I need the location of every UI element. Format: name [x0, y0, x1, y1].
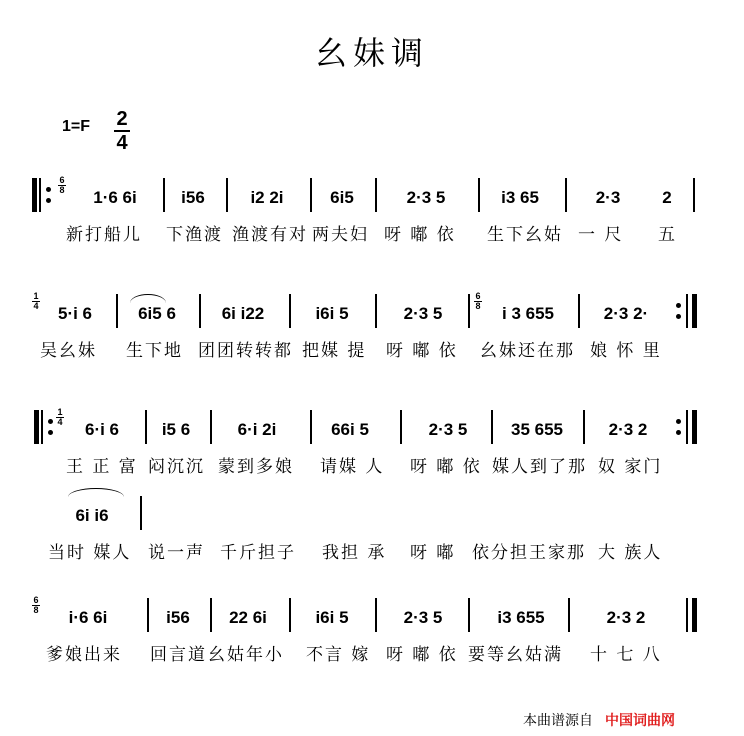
lyric: 把媒 提 [302, 341, 367, 361]
lyric: 五 [658, 225, 677, 245]
notation-line [0, 288, 744, 332]
measure: i 3 655 [502, 304, 554, 323]
measure: 6i5 6 [138, 304, 176, 323]
inner-meter: 6 8 [33, 595, 39, 615]
lyric: 幺妹还在那 [480, 341, 575, 361]
measure: 1·6 6i [93, 188, 137, 207]
lyric: 呀 嘟 依 [410, 457, 482, 477]
lyric: 依分担王家那 [472, 543, 586, 563]
score-system-4 [0, 490, 744, 570]
lyric: 团团转转都 [198, 341, 293, 361]
tie-arc [68, 488, 124, 497]
measure: i6i 5 [315, 608, 349, 627]
lyric: 吴幺妹 [40, 341, 97, 361]
measure: i3 65 [501, 188, 539, 207]
measure: 2·3 [595, 188, 621, 207]
lyric: 王 正 富 [66, 457, 138, 477]
notation-line [0, 592, 744, 636]
lyric: 呀 嘟 依 [386, 645, 458, 665]
lyric: 呀 嘟 依 [384, 225, 456, 245]
lyric: 呀 嘟 [410, 543, 456, 563]
inner-meter: 1 4 [57, 407, 63, 427]
lyric: 呀 嘟 依 [386, 341, 458, 361]
lyrics-line [0, 640, 744, 664]
measure: 2·3 2 [606, 608, 646, 627]
score-system-3 [0, 404, 744, 484]
inner-meter: 1 4 [33, 291, 39, 311]
lyric: 一 尺 [578, 225, 624, 245]
key-signature: 1=F [62, 118, 91, 135]
measure: 2·3 5 [403, 608, 443, 627]
time-signature: 2 4 [113, 108, 131, 154]
measure: i2 2i [250, 188, 284, 207]
score-system-5 [0, 592, 744, 672]
lyric: 生下幺姑 [487, 225, 563, 245]
lyric: 十 七 八 [590, 645, 662, 665]
measure: i56 [181, 188, 205, 207]
measure: 22 6i [229, 608, 267, 627]
measure: i·6 6i [68, 608, 108, 627]
measure: 6i i6 [75, 506, 109, 525]
lyric: 千斤担子 [220, 543, 296, 563]
lyric: 奴 家门 [598, 457, 663, 477]
measure: 2 [662, 188, 672, 207]
source-label: 本曲谱源自 [523, 713, 593, 729]
lyric: 请媒 人 [320, 457, 385, 477]
measure: 2·3 2· [603, 304, 649, 323]
lyric: 新打船儿 [66, 225, 142, 245]
measure: 6·i 2i [237, 420, 277, 439]
measure: 2·3 5 [428, 420, 468, 439]
lyric: 蒙到多娘 [218, 457, 294, 477]
lyric: 爹娘出来 [46, 645, 122, 665]
score-system-1 [0, 172, 744, 252]
measure: 2·3 5 [406, 188, 446, 207]
measure: 6·i 6 [84, 420, 120, 439]
song-title: 幺妹调 [314, 34, 429, 72]
measure: i5 6 [161, 420, 191, 439]
lyric: 当时 媒人 [48, 543, 132, 563]
lyric: 大 族人 [598, 543, 663, 563]
lyric: 渔渡有对 [232, 225, 308, 245]
lyric: 幺姑年小 [208, 645, 284, 665]
lyric: 媒人到了那 [492, 457, 587, 477]
measure: 6i i22 [221, 304, 265, 323]
lyric: 要等幺姑满 [468, 645, 563, 665]
site-link[interactable]: 中国词曲网 [605, 713, 675, 729]
measure: i6i 5 [315, 304, 349, 323]
measure: 66i 5 [331, 420, 369, 439]
lyric: 两夫妇 [312, 225, 369, 245]
lyric: 下渔渡 [166, 225, 223, 245]
measure: 2·3 2 [608, 420, 648, 439]
measure: 35 655 [511, 420, 563, 439]
lyric: 生下地 [126, 341, 183, 361]
notation-line [0, 404, 744, 448]
measure: i56 [166, 608, 190, 627]
lyric: 不言 嫁 [306, 645, 371, 665]
score-system-2 [0, 288, 744, 368]
inner-meter: 6 8 [475, 291, 481, 311]
notation-line [0, 172, 744, 216]
notation-line [0, 490, 744, 534]
footer-credit [523, 710, 675, 730]
lyric: 回言道 [150, 645, 207, 665]
lyric: 我担 承 [322, 543, 387, 563]
measure: 2·3 5 [403, 304, 443, 323]
lyric: 闷沉沉 [148, 457, 205, 477]
lyrics-line [0, 336, 744, 360]
inner-meter: 6 8 [59, 175, 65, 195]
measure: 6i5 [330, 188, 354, 207]
lyric: 说一声 [148, 543, 205, 563]
lyrics-line [0, 220, 744, 244]
lyric: 娘 怀 里 [590, 341, 662, 361]
lyrics-line [0, 452, 744, 476]
measure: 5·i 6 [57, 304, 93, 323]
measure: i3 655 [497, 608, 545, 627]
lyrics-line [0, 538, 744, 562]
